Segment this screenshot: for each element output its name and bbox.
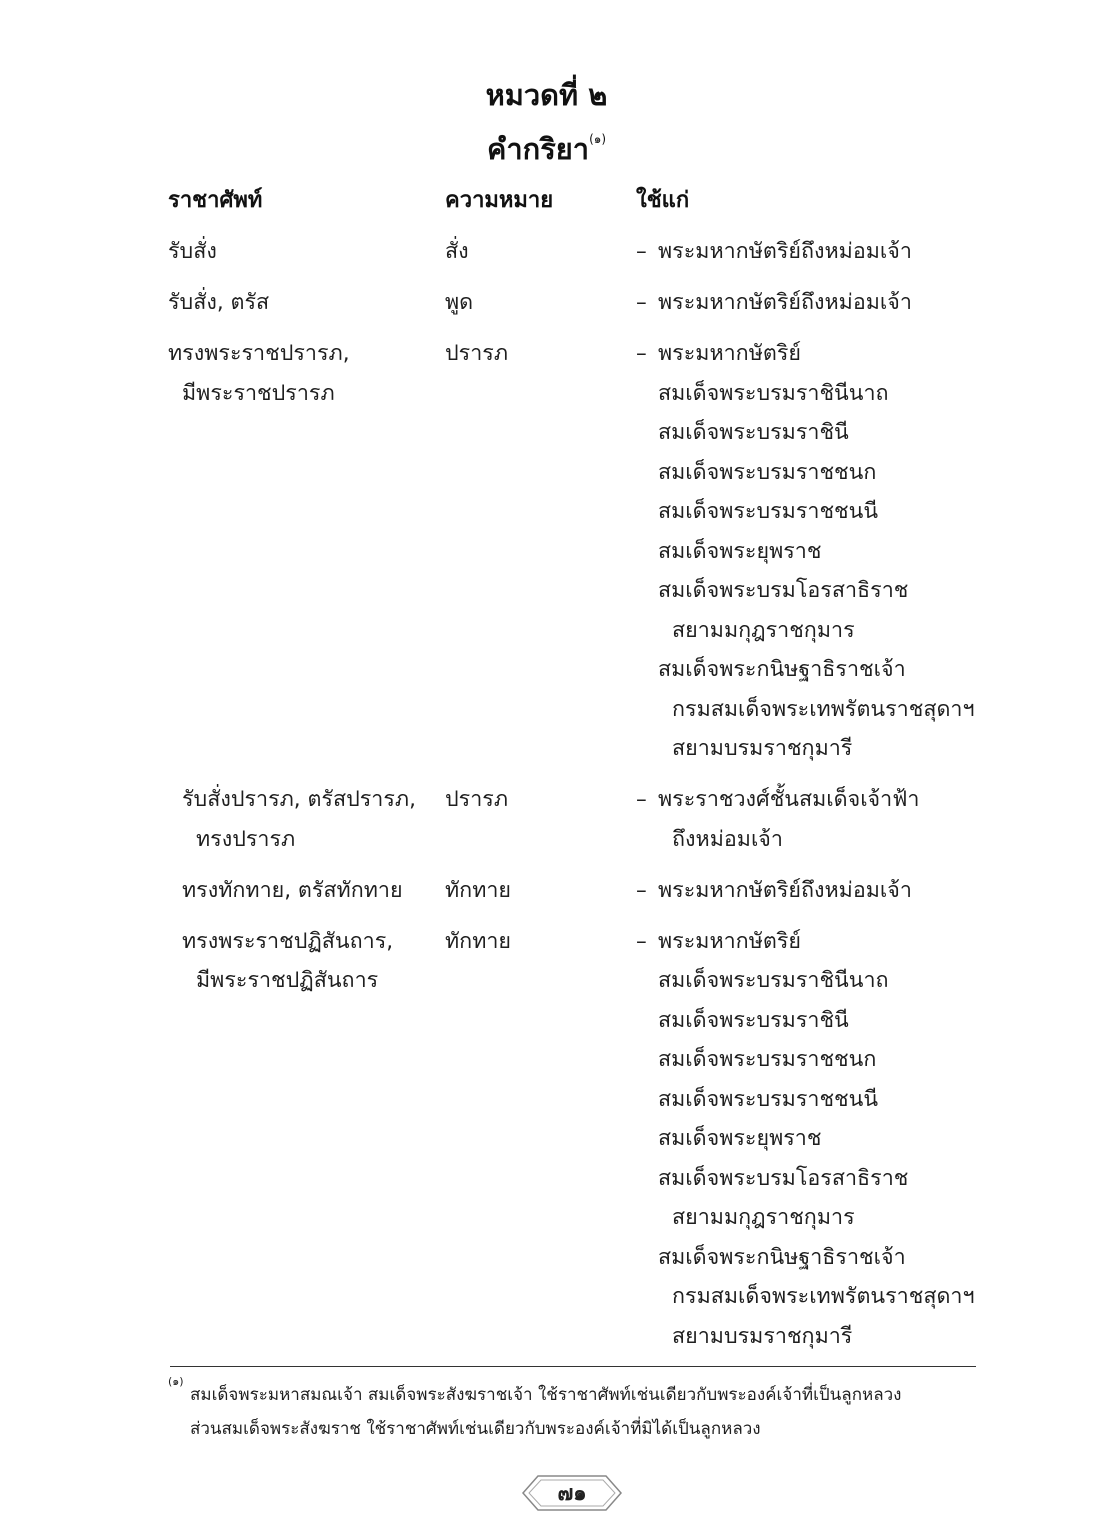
usage-line: ถึงหม่อมเจ้า: [672, 826, 783, 852]
page-number: ๗๑: [557, 1481, 587, 1505]
bullet-dash: –: [636, 290, 647, 315]
table-row: [0, 922, 1093, 1368]
meaning-cell: สั่ง: [445, 239, 469, 264]
usage-cell: [636, 232, 1076, 272]
usage-line: สมเด็จพระกนิษฐาธิราชเจ้า: [658, 657, 906, 682]
meaning-cell: ทักทาย: [445, 928, 512, 954]
usage-line: สมเด็จพระบรมราชินี: [658, 1007, 849, 1033]
usage-line: สยามมกุฎราชกุมาร: [672, 617, 855, 643]
usage-text: พระมหากษัตริย์: [658, 928, 801, 954]
usage-cell: [636, 871, 1076, 911]
usage-line: กรมสมเด็จพระเทพรัตนราชสุดาฯ: [672, 1284, 975, 1309]
term-line: ทรงพระราชปรารภ,: [168, 341, 350, 366]
usage-line: สมเด็จพระบรมราชชนนี: [658, 499, 879, 524]
usage-line: สมเด็จพระยุพราช: [658, 538, 822, 564]
usage-cell: [636, 283, 1076, 323]
footnote-marker: (๑): [168, 1375, 184, 1388]
term-line: ทรงพระราชปฏิสันถาร,: [182, 928, 394, 954]
footnote-divider: [170, 1366, 976, 1367]
usage-line: กรมสมเด็จพระเทพรัตนราชสุดาฯ: [672, 696, 975, 722]
footnote-line: สมเด็จพระมหาสมณเจ้า สมเด็จพระสังฆราชเจ้า ใช้ราชาศัพท์เช่นเดียวกับพระองค์เจ้าที่เป็นลูกหลวง: [190, 1385, 902, 1405]
usage-line: สมเด็จพระบรมราชชนก: [658, 1047, 877, 1072]
section-title: [0, 126, 1093, 172]
usage-line: [636, 232, 1076, 272]
usage-text: พระราชวงศ์ชั้นสมเด็จเจ้าฟ้า: [658, 787, 920, 812]
term-line: มีพระราชปรารภ: [182, 380, 335, 406]
term-line: รับสั่ง: [168, 239, 217, 264]
usage-line: [636, 922, 1076, 962]
usage-line: [636, 780, 1076, 820]
column-header-meaning: ความหมาย: [445, 188, 554, 213]
usage-line: สยามบรมราชกุมารี: [672, 736, 853, 761]
bullet-dash: –: [636, 877, 647, 903]
usage-cell: [636, 334, 1076, 769]
bullet-dash: –: [636, 239, 647, 264]
usage-text: พระมหากษัตริย์ถึงหม่อมเจ้า: [658, 877, 912, 903]
usage-line: สมเด็จพระบรมราชินีนาถ: [658, 380, 889, 406]
term-line: มีพระราชปฏิสันถาร: [196, 968, 379, 993]
usage-line: สยามบรมราชกุมารี: [672, 1323, 853, 1349]
usage-line: [636, 334, 1076, 374]
usage-line: สมเด็จพระบรมราชชนก: [658, 459, 877, 485]
meaning-cell: พูด: [445, 290, 474, 315]
usage-line: สมเด็จพระบรมราชินีนาถ: [658, 968, 889, 993]
usage-text: พระมหากษัตริย์ถึงหม่อมเจ้า: [658, 290, 912, 315]
term-line: รับสั่งปรารภ, ตรัสปรารภ,: [182, 787, 416, 812]
term-cell: [168, 922, 438, 1001]
usage-line: สมเด็จพระบรมราชินี: [658, 420, 849, 445]
table-row: [0, 232, 1093, 283]
usage-line: [636, 283, 1076, 323]
usage-line: สมเด็จพระบรมราชชนนี: [658, 1086, 879, 1112]
meaning-cell: ทักทาย: [445, 877, 512, 903]
term-cell: [168, 232, 438, 272]
usage-line: สมเด็จพระบรมโอรสาธิราช: [658, 1165, 909, 1191]
term-cell: [168, 871, 438, 911]
table-row: [0, 283, 1093, 334]
column-header-term: ราชาศัพท์: [168, 188, 263, 213]
usage-line: สยามมกุฎราชกุมาร: [672, 1205, 855, 1230]
term-cell: [168, 780, 438, 859]
footnote-line: ส่วนสมเด็จพระสังฆราช ใช้ราชาศัพท์เช่นเดียวกับพระองค์เจ้าที่มิได้เป็นลูกหลวง: [190, 1419, 761, 1439]
bullet-dash: –: [636, 341, 647, 366]
usage-line: สมเด็จพระยุพราช: [658, 1126, 822, 1151]
term-line: ทรงทักทาย, ตรัสทักทาย: [182, 877, 403, 903]
usage-line: สมเด็จพระบรมโอรสาธิราช: [658, 578, 909, 603]
table-row: [0, 871, 1093, 922]
footnote-reference[interactable]: (๑): [589, 132, 607, 146]
column-header-usage: ใช้แก่: [636, 188, 690, 213]
meaning-cell: ปรารภ: [445, 787, 508, 812]
term-line: รับสั่ง, ตรัส: [168, 290, 270, 315]
bullet-dash: –: [636, 928, 647, 954]
usage-text: พระมหากษัตริย์: [658, 341, 801, 366]
section-title-text: คำกริยา: [486, 132, 590, 166]
term-cell: [168, 334, 438, 413]
footnote-text: [190, 1378, 990, 1446]
table-row: [0, 334, 1093, 780]
usage-text: พระมหากษัตริย์ถึงหม่อมเจ้า: [658, 239, 912, 264]
table-row: [0, 780, 1093, 871]
usage-line: [636, 871, 1076, 911]
chapter-heading: หมวดที่ ๒: [485, 78, 608, 112]
meaning-cell: ปรารภ: [445, 341, 508, 366]
usage-line: สมเด็จพระกนิษฐาธิราชเจ้า: [658, 1244, 906, 1270]
page-number-badge: [520, 1473, 624, 1513]
usage-cell: [636, 922, 1076, 1357]
bullet-dash: –: [636, 787, 647, 812]
term-cell: [168, 283, 438, 323]
term-line: ทรงปรารภ: [196, 826, 296, 852]
vocabulary-table: [0, 232, 1093, 1368]
usage-cell: [636, 780, 1076, 859]
